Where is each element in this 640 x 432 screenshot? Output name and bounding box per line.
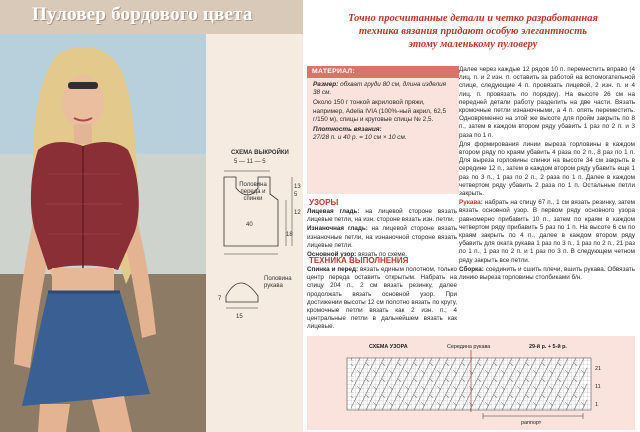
yarn-text: Около 150 г тонкой акриловой пряжи, например, Adelia IVIA (100%-ный акрил, 62,5 г/150 м), спицы и круговые спицы № 2,5. [313,99,447,123]
schema-panel [206,34,303,432]
technique-label: Спинка и перед: [307,266,359,273]
density-value: 27/28 п. и 40 р. = 10 см × 10 см. [313,134,407,142]
chart-repeat-label: раппорт [521,420,542,426]
chart-repeat-formula: 29-й р. + 5-й р. [529,344,567,350]
technique-title: ТЕХНИКА ВЫПОЛНЕНИЯ [309,256,409,265]
density-label: Плотность вязания: [313,126,382,134]
pattern-label: Основной узор: [307,251,357,259]
slogan-line: техника вязания придают особую элегантность [358,26,588,37]
stitch-chart-box [307,336,635,430]
slogan-line: этому маленькому пуловеру [408,39,538,50]
schema-sleeve-label: Половина рукава [264,276,292,289]
left-page [0,0,303,432]
schema-width: 40 [246,222,253,228]
size-value: обхват груди 80 см, длина изделия 38 см. [313,81,447,97]
patterns-title: УЗОРЫ [309,198,339,207]
sleeves-label: Рукава: [459,199,483,207]
pattern-label: Изнаночная гладь: [307,225,368,233]
schema-piece-label: Половина переда и спинки [239,182,267,202]
technique-text: вязать единым полотном, только центр переда оставить открытым. Набрать на спицу 204 п., 2 см вязать резинку, далее продолжать вязать основной узор. При достижении высоты 12 см полотно вязать по кругу, кромочные петли вязать как 2 изн. п.; 4 центральные петли в дальнейшем вязать как лицевые. [307,266,457,331]
model-illustration [0,34,206,432]
model-photo [0,34,206,432]
schema-dim: 5 [294,192,298,198]
chart-title: СХЕМА УЗОРА [369,344,408,350]
slogan-line: Точно просчитанные детали и четко разработанная [348,13,598,24]
pattern-text: на лицевой стороне вязать изнаночные петли, на изнаночной стороне вязать лицевые петли. [307,225,457,249]
sleeves-text: набрать на спицу 67 п., 1 см вязать резинку, затем вязать основной узор. В первом ряду основного узора равномерно прибавить 10 п., затем по краям в каждом четвертом ряду прибавить 5 раз по 1 п. На высоте 6 см по краям закрыть по 4 п., далее в каждом втором ряду убавить для оката рукава 1 раз по 3 п., 1 раз по 2 п., 21 раз по 1 п., 1 раз по 2 п. и 1 раз по 3 п. В следующем четном ряду закрыть все петли. [459,199,635,264]
chart-row-number: 21 [595,366,601,372]
assembly-label: Сборка: [459,265,484,273]
instruction-paragraph: Далее через каждые 12 рядов 10 п. переместить вправо (4 лиц. п. и 2 изн. п. оставить за работой на вспомогательной спице, следующие 4 п. провязать лицевой, 2 изн. п. и 4 лиц. п. провязать по порядку). На высоте 26 см на передней детали работу разделить на две части. Вязать кромочные петли изнаночными, а 4 п. опять переместить. Одновременно на этой же высоте для пройм закрыть по 8 п., затем в каждом втором ряду убавить 1 раз по 2 п. и 3 раза по 1 п. [459,66,635,139]
chart-row-number: 11 [595,384,601,390]
material-header: МАТЕРИАЛ: [307,66,459,78]
patterns-list [307,208,457,260]
chart-row-number: 1 [595,402,598,408]
instructions-column [459,66,635,283]
schema-top-dims: 5 — 11 — 5 [234,159,266,165]
slogan [323,12,623,51]
chart-middle-label: Середина рукава [447,344,491,350]
schema-dim: 15 [236,314,243,320]
schema-dim: 18 [286,232,293,238]
material-box [307,66,459,194]
instruction-paragraph: Для формирования линии выреза горловины в каждом втором ряду по краям убавить 4 раза по 2 п., 8 раз по 1 п. Для выреза горловины спинки на высоте 34 см закрыть в середине 12 п., затем в каждом втором ряду убавить еще 1 раз по 3 п., 1 раз по 2 п., 2 раза по 1 п. Далее в каждом четвертом ряду убавить 2 раза по 1 п. Остальные петли закрыть. [459,140,635,198]
stitch-chart-grid [307,336,635,430]
pattern-text: вязать по схеме. [358,251,407,259]
title-banner [0,0,303,34]
pattern-label: Лицевая гладь: [307,208,360,215]
pattern-text: на лицевой стороне вязать лицевые петли, на изн. стороне вязать изн. петли. [307,208,457,224]
schema-dim: 7 [218,296,222,302]
right-page [303,0,640,432]
schema-dim: 12 [294,210,301,216]
technique-text-block [307,266,457,333]
page-title: Пуловер бордового цвета [32,4,253,25]
assembly-text: соединить и сшить плечи, вшить рукава. Обвязать линию выреза горловины столбиками б/н. [459,265,635,282]
schema-title: СХЕМА ВЫКРОЙКИ [231,150,289,156]
schema-dim: 13 [294,184,301,190]
size-label: Размер: [313,81,339,88]
